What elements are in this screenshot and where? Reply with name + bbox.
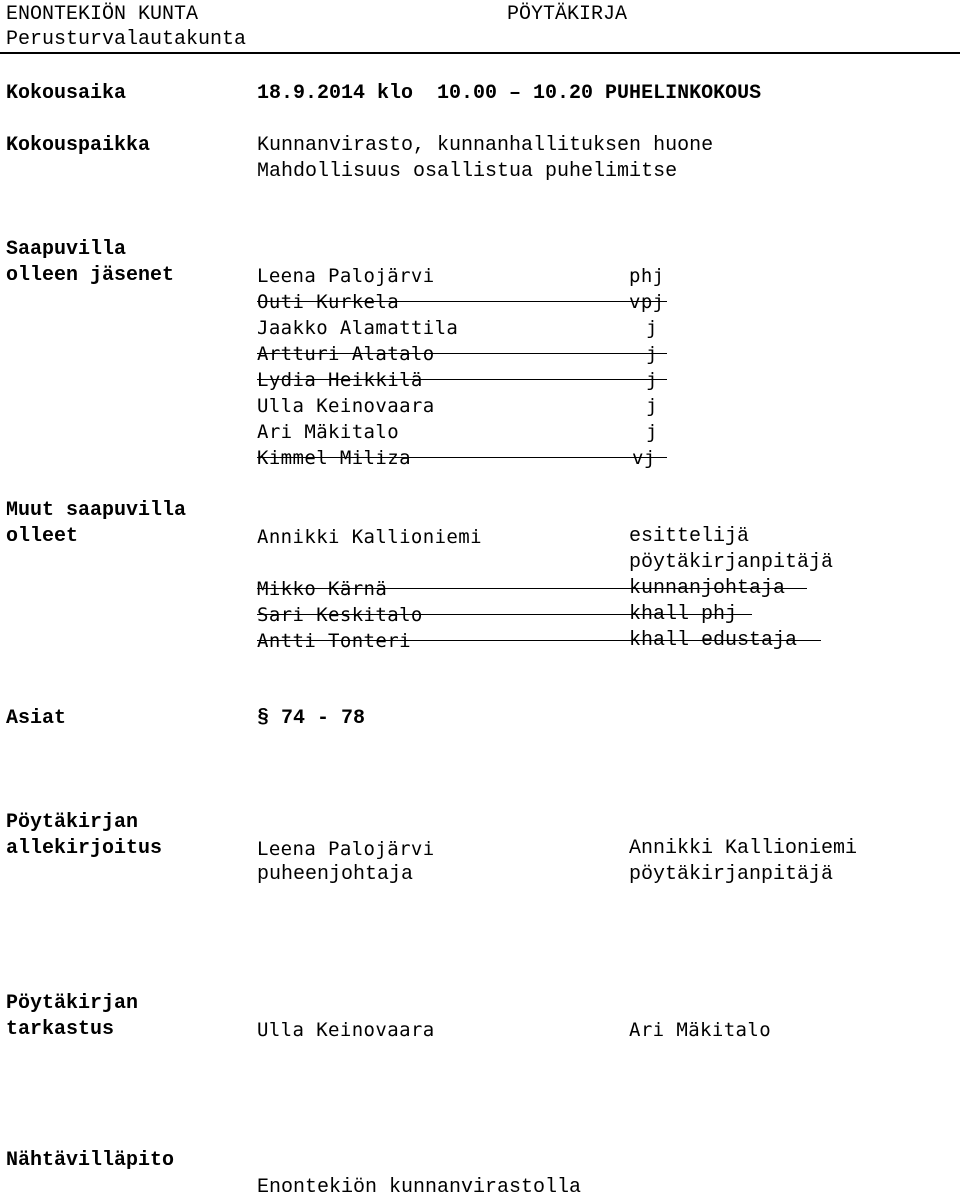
attendee-name: Antti Tonteri (257, 630, 411, 652)
document-type: PÖYTÄKIRJA (507, 3, 628, 26)
member-name: Kimmel Miliza (257, 447, 411, 469)
matters-label: Asiat (6, 707, 67, 730)
member-role: j (646, 421, 658, 443)
meeting-place-line1: Kunnanvirasto, kunnanhallituksen huone (257, 134, 714, 157)
chairperson-name: Leena Palojärvi (257, 838, 435, 860)
member-role: phj (629, 265, 665, 287)
organization-name: ENONTEKIÖN KUNTA (6, 3, 199, 26)
member-name: Jaakko Alamattila (257, 317, 459, 339)
public-display-value: Enontekiön kunnanvirastolla (257, 1176, 582, 1199)
meeting-place-label: Kokouspaikka (6, 134, 151, 157)
signature-label-line2: allekirjoitus (6, 837, 163, 860)
attendee-role: pöytäkirjanpitäjä (629, 551, 834, 574)
secretary-name: Annikki Kallioniemi (629, 837, 858, 860)
member-role: j (646, 369, 658, 391)
secretary-role: pöytäkirjanpitäjä (629, 863, 834, 886)
attendee-name: Mikko Kärnä (257, 578, 388, 600)
member-name: Ulla Keinovaara (257, 395, 435, 417)
public-display-label: Nähtävilläpito (6, 1149, 175, 1172)
member-role: vpj (629, 291, 665, 313)
strikethrough-line (257, 640, 821, 641)
member-name: Lydia Heikkilä (257, 369, 423, 391)
members-label-line2: olleen jäsenet (6, 264, 175, 287)
members-label-line1: Saapuvilla (6, 238, 127, 261)
others-label-line2: olleet (6, 525, 79, 548)
reviewer-1-name: Ulla Keinovaara (257, 1019, 435, 1041)
strikethrough-line (257, 353, 667, 354)
strikethrough-line (257, 301, 667, 302)
member-name: Outi Kurkela (257, 291, 400, 313)
review-label-line1: Pöytäkirjan (6, 992, 139, 1015)
attendee-name: Annikki Kallioniemi (257, 526, 482, 548)
member-name: Artturi Alatalo (257, 343, 435, 365)
meeting-place-line2: Mahdollisuus osallistua puhelimitse (257, 160, 678, 183)
member-role: j (646, 317, 658, 339)
meeting-time-label: Kokousaika (6, 82, 127, 105)
attendee-name: Sari Keskitalo (257, 604, 423, 626)
attendee-role: kunnanjohtaja (629, 577, 786, 600)
member-role: j (646, 343, 658, 365)
strikethrough-line (257, 457, 667, 458)
signature-label-line1: Pöytäkirjan (6, 811, 139, 834)
attendee-role: khall edustaja (629, 629, 798, 652)
member-name: Leena Palojärvi (257, 265, 435, 287)
header-divider (0, 52, 960, 54)
committee-name: Perusturvalautakunta (6, 28, 247, 51)
strikethrough-line (257, 588, 807, 589)
attendee-role: esittelijä (629, 525, 750, 548)
member-name: Ari Mäkitalo (257, 421, 400, 443)
meeting-time-value: 18.9.2014 klo 10.00 – 10.20 PUHELINKOKOUS (257, 82, 762, 105)
reviewer-2-name: Ari Mäkitalo (629, 1019, 772, 1041)
strikethrough-line (257, 614, 752, 615)
matters-value: § 74 - 78 (257, 707, 366, 730)
member-role: j (646, 395, 658, 417)
attendee-role: khall phj (629, 603, 738, 626)
strikethrough-line (257, 379, 667, 380)
chairperson-role: puheenjohtaja (257, 863, 414, 886)
review-label-line2: tarkastus (6, 1018, 115, 1041)
member-role: vj (632, 447, 656, 469)
others-label-line1: Muut saapuvilla (6, 499, 187, 522)
